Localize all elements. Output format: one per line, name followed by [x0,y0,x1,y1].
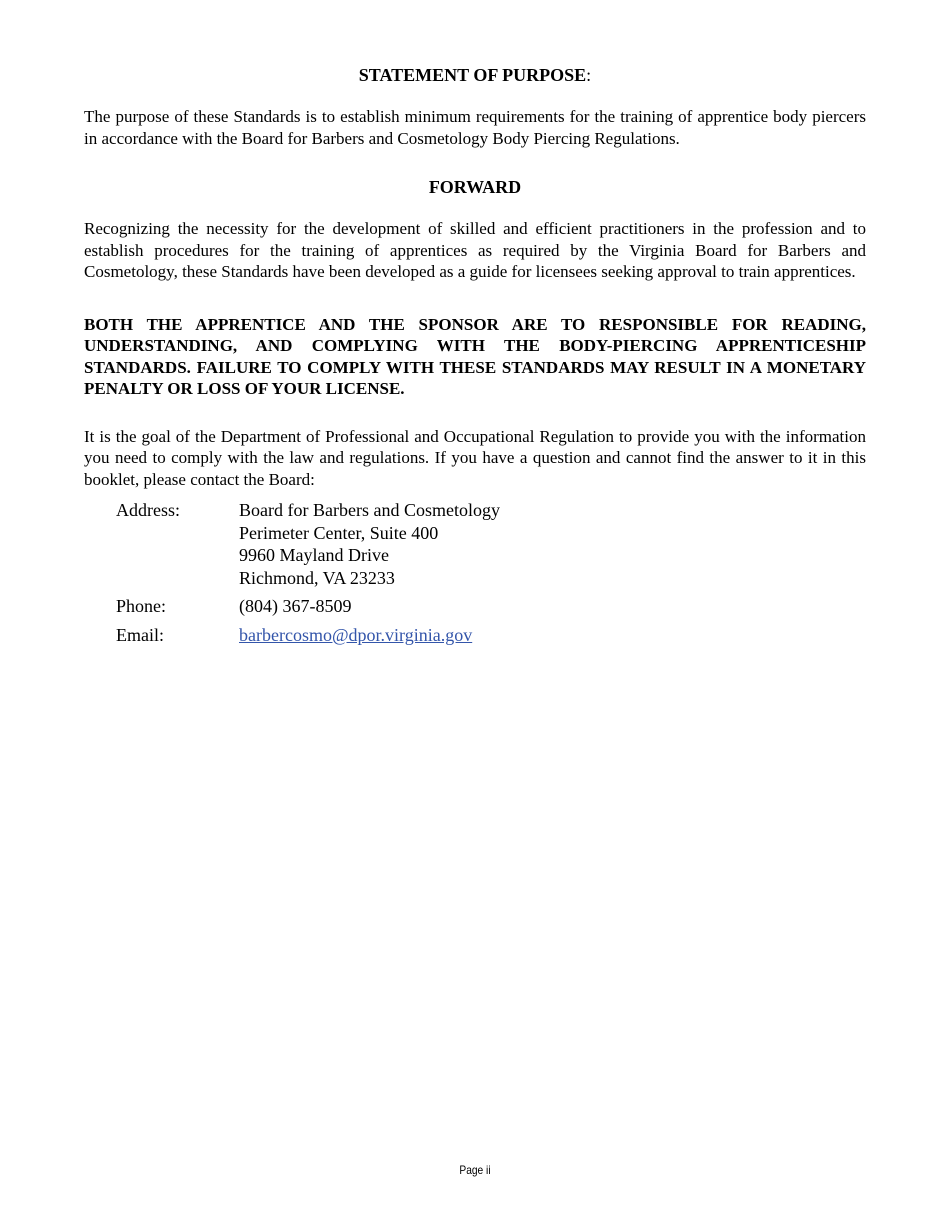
forward-heading: FORWARD [428,177,522,197]
address-line: Board for Barbers and Cosmetology [239,500,500,520]
statement-of-purpose-heading [84,64,866,86]
statement-heading-text: STATEMENT OF PURPOSE [358,65,587,85]
responsibility-warning: BOTH THE APPRENTICE AND THE SPONSOR ARE TO RESPONSIBLE FOR READING, UNDERSTANDING, AND COMPLYING WITH THE BODY-PIERCING APPRENTICESHIP STANDARDS. FAILURE TO COMPLY WITH THESE STANDARDS MAY RESULT IN A MONETARY PENALTY OR LOSS OF YOUR LICENSE. [84,314,866,398]
email-value [239,624,472,647]
address-line: 9960 Mayland Drive [239,545,389,565]
statement-of-purpose-body: The purpose of these Standards is to establish minimum requirements for the training of apprentice body piercers in accordance with the Board for Barbers and Cosmetology Body Piercing Regulations. [84,107,866,148]
phone-label: Phone: [116,596,167,616]
address-value [239,499,500,589]
goal-paragraph: It is the goal of the Department of Professional and Occupational Regulation to provide you with the information you need to comply with the law and regulations. If you have a question and cannot find the answer to it in this booklet, please contact the Board: [84,426,866,489]
address-label: Address: [116,500,180,520]
email-label: Email: [116,624,164,645]
forward-body: Recognizing the necessity for the development of skilled and efficient practitioners in the profession and to establish procedures for the training of apprentices as required by the Virginia Board for Barbers and Cosmetology, these Standards have been developed as a guide for licensees seeking approval to train apprentices. [84,219,866,281]
email-link[interactable]: barbercosmo@dpor.virginia.gov [239,624,473,645]
phone-row [116,595,866,618]
document-page [84,64,866,646]
email-row [116,624,866,647]
page-number: Page ii [459,1163,491,1177]
address-line: Perimeter Center, Suite 400 [239,522,439,543]
address-row [116,499,866,589]
statement-heading-colon: : [586,65,592,85]
contact-block [116,499,866,646]
address-line: Richmond, VA 23233 [239,567,395,588]
phone-value: (804) 367-8509 [239,596,352,616]
